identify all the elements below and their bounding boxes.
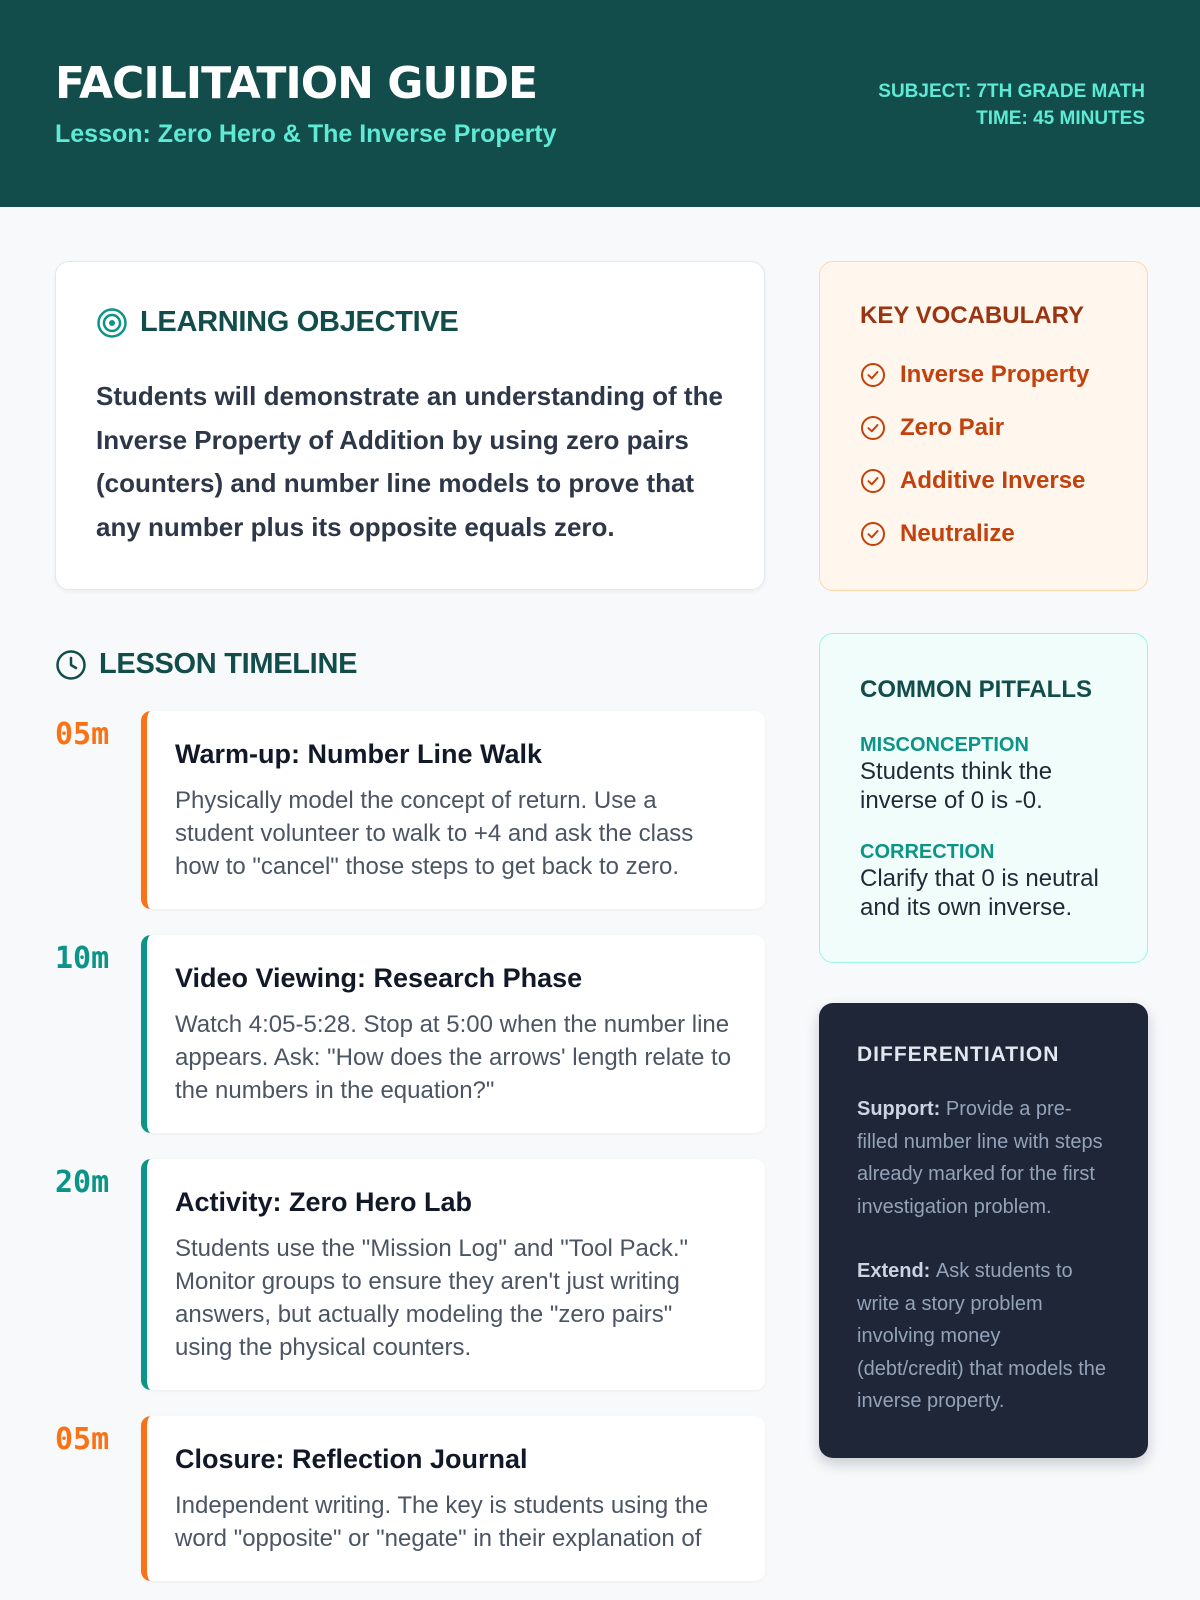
timeline-description: Independent writing. The key is students using the word "opposite" or "negate" in their explanation of xyxy=(175,1492,709,1552)
misconception-text: Students think the inverse of 0 is -0. xyxy=(860,758,1053,814)
page-title: FACILITATION GUIDE xyxy=(55,58,538,109)
extend-text: Ask students to write a story problem involving money (debt/credit) that models the inverse property. xyxy=(857,1260,1107,1412)
timeline-title: Warm-up: Number Line Walk xyxy=(175,739,543,769)
timeline-duration: 20m xyxy=(55,1165,110,1200)
correction-label: CORRECTION xyxy=(860,841,995,863)
common-pitfalls-card xyxy=(819,633,1148,963)
vocab-term: Additive Inverse xyxy=(900,466,1086,494)
check-circle-icon xyxy=(860,362,886,388)
extend-paragraph xyxy=(857,1255,1112,1418)
timeline-duration: 10m xyxy=(55,941,110,976)
timeline-item xyxy=(55,1159,765,1390)
correction-text: Clarify that 0 is neutral and its own inverse. xyxy=(860,865,1099,921)
timeline-duration: 05m xyxy=(55,1422,110,1457)
extend-label: Extend: xyxy=(857,1260,936,1282)
common-pitfalls-heading: COMMON PITFALLS xyxy=(860,676,1092,703)
support-text: Provide a pre-filled number line with steps already marked for the first investigation problem. xyxy=(857,1098,1103,1218)
timeline-title: Activity: Zero Hero Lab xyxy=(175,1187,473,1217)
left-column xyxy=(55,261,765,1600)
timeline-description: Students use the "Mission Log" and "Tool Pack." Monitor groups to ensure they aren't just writing answers, but actually modeling the "zero pairs" using the physical counters. xyxy=(175,1235,689,1361)
subject-label: SUBJECT: 7TH GRADE MATH xyxy=(878,81,1145,102)
timeline-description: Watch 4:05-5:28. Stop at 5:00 when the number line appears. Ask: "How does the arrows' length relate to the numbers in the equation?" xyxy=(175,1011,732,1104)
check-circle-icon xyxy=(860,415,886,441)
timeline-item xyxy=(55,935,765,1133)
differentiation-card xyxy=(819,1003,1148,1458)
vocab-item xyxy=(860,401,1109,454)
vocab-item xyxy=(860,348,1109,401)
vocab-item xyxy=(860,507,1109,560)
timeline-duration: 05m xyxy=(55,717,110,752)
differentiation-heading: DIFFERENTIATION xyxy=(857,1043,1060,1066)
clock-icon xyxy=(55,649,87,681)
time-label: TIME: 45 MINUTES xyxy=(976,108,1145,129)
target-icon xyxy=(96,307,128,339)
learning-objective-card xyxy=(55,261,765,590)
learning-objective-title: LEARNING OBJECTIVE xyxy=(140,306,459,338)
main-content xyxy=(0,207,1200,1600)
vocab-item xyxy=(860,454,1109,507)
lesson-timeline-title: LESSON TIMELINE xyxy=(99,648,358,680)
timeline-card xyxy=(141,935,765,1133)
learning-objective-text: Students will demonstrate an understanding of the Inverse Property of Addition by using zero pairs (counters) and number line models to prove that any number plus its opposite equals zero. xyxy=(96,381,723,542)
key-vocabulary-heading: KEY VOCABULARY xyxy=(860,302,1085,329)
vocab-term: Neutralize xyxy=(900,519,1015,547)
learning-objective-heading xyxy=(96,306,724,339)
timeline-title: Closure: Reflection Journal xyxy=(175,1444,528,1474)
check-circle-icon xyxy=(860,521,886,547)
vocab-term: Inverse Property xyxy=(900,360,1090,388)
timeline-title: Video Viewing: Research Phase xyxy=(175,963,583,993)
support-label: Support: xyxy=(857,1098,946,1120)
lesson-subtitle: Lesson: Zero Hero & The Inverse Property xyxy=(55,120,557,148)
timeline-card xyxy=(141,1416,765,1581)
lesson-timeline-heading xyxy=(55,648,765,681)
lesson-meta xyxy=(878,78,1145,132)
timeline-item xyxy=(55,711,765,909)
page-header xyxy=(0,0,1200,207)
timeline-card xyxy=(141,1159,765,1390)
timeline-list xyxy=(55,711,765,1581)
right-column xyxy=(819,261,1148,1600)
misconception-label: MISCONCEPTION xyxy=(860,734,1029,756)
timeline-description: Physically model the concept of return. Use a student volunteer to walk to +4 and ask the class how to "cancel" those steps to get back to zero. xyxy=(175,787,694,880)
support-paragraph xyxy=(857,1093,1112,1223)
check-circle-icon xyxy=(860,468,886,494)
header-titles xyxy=(55,58,557,149)
key-vocabulary-card xyxy=(819,261,1148,591)
timeline-item xyxy=(55,1416,765,1581)
vocab-term: Zero Pair xyxy=(900,413,1005,441)
timeline-card xyxy=(141,711,765,909)
